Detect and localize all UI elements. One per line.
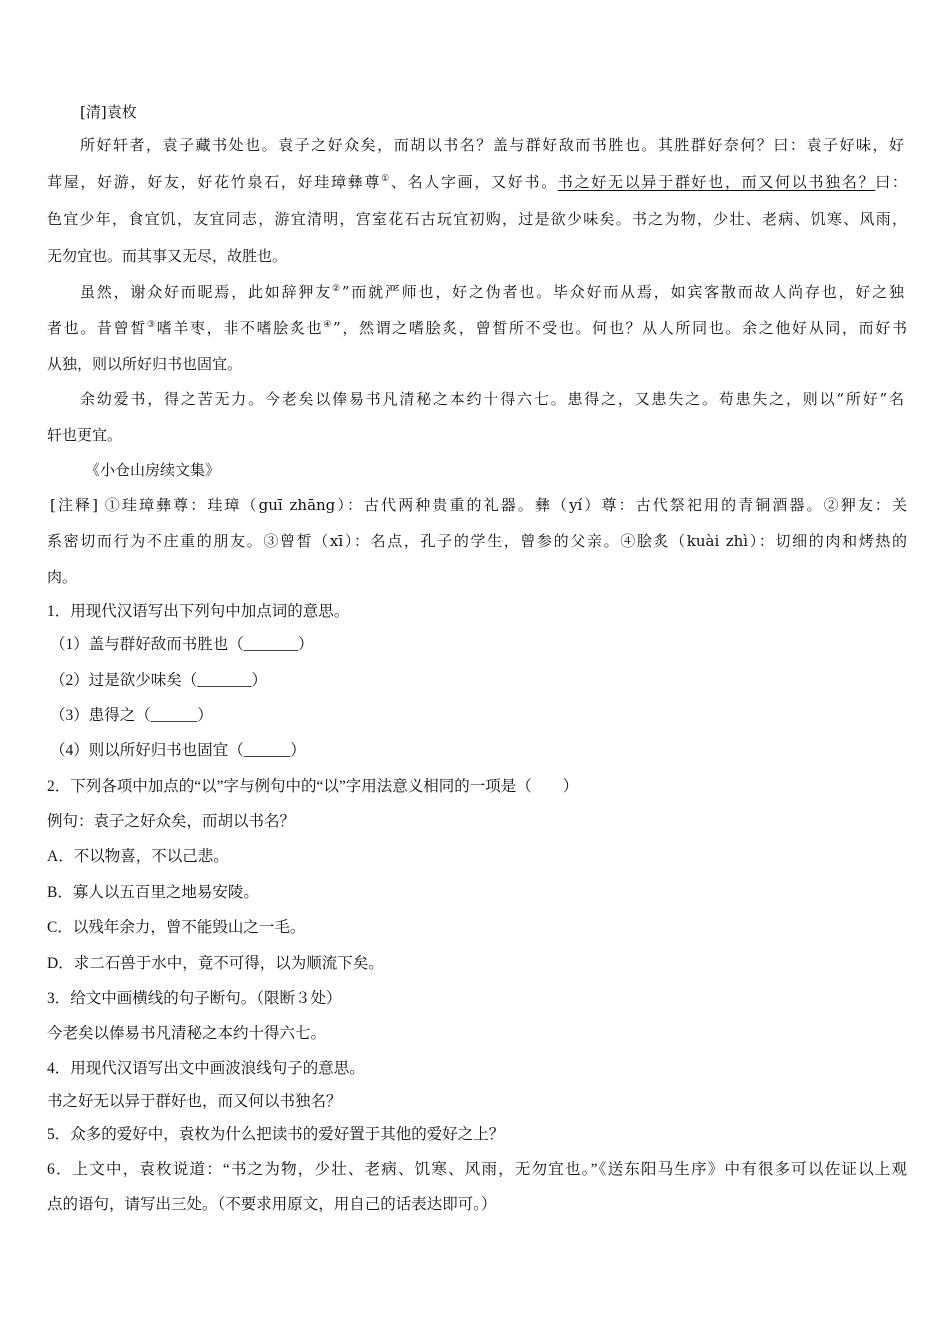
source-title: 《小仓山房续文集》 bbox=[85, 461, 221, 479]
author-line: [清]袁枚 bbox=[80, 103, 137, 121]
p2-line-3: 从独，则以所好归书也固宜。 bbox=[47, 355, 243, 373]
q1-item-2: （2）过是欲少味矣（_______） bbox=[50, 672, 268, 689]
q1-item-1: （1）盖与群好敌而书胜也（_______） bbox=[50, 636, 314, 653]
q1-item-3: （3）患得之（______） bbox=[50, 707, 213, 724]
underlined-sentence: 书之好无以异于群好也，而又何以书独名？ bbox=[557, 173, 876, 191]
p1-line-2: 茸屋，好游，好友，好花竹泉石，好珪璋彝尊①、名人字画，又好书。书之好无以异于群好也，而又何以书独名？曰： bbox=[47, 173, 907, 191]
notes-line-3: 肉。 bbox=[47, 568, 78, 586]
q1-stem: 1．用现代汉语写出下列句中加点词的意思。 bbox=[47, 603, 350, 620]
q2-option-b: B．寡人以五百里之地易安陵。 bbox=[47, 884, 259, 901]
q2-option-d: D．求二石兽于水中，竟不可得，以为顺流下矣。 bbox=[47, 955, 384, 972]
q4-sentence: 书之好无以异于群好也，而又何以书独名？ bbox=[47, 1093, 342, 1110]
p1-line-1: 所好轩者，袁子藏书处也。袁子之好众矣，而胡以书名？盖与群好敌而书胜也。其胜群好奈何？曰：袁子好味，好 bbox=[80, 136, 904, 154]
p1-line-4: 无勿宜也。而其事又无尽，故胜也。 bbox=[47, 247, 288, 265]
q2-stem: 2．下列各项中加点的“以”字与例句中的“以”字用法意义相同的一项是（ ） bbox=[47, 778, 579, 795]
q2-option-c: C．以残年余力，曾不能毁山之一毛。 bbox=[47, 919, 306, 936]
q6-line-2: 点的语句，请写出三处。（不要求用原文，用自己的话表达即可。） bbox=[47, 1196, 497, 1213]
p2-line-2: 者也。昔曾皙③嗜羊枣，非不嗜脍炙也④”，然谓之嗜脍炙，曾皙所不受也。何也？从人所同也。余之他好从同，而好书 bbox=[47, 319, 907, 337]
p3-line-1: 余幼爱书，得之苦无力。今老矣以俸易书凡清秘之本约十得六七。患得之，又患失之。苟患失之，则以“所好”名 bbox=[80, 390, 904, 408]
p2-line-1: 虽然，谢众好而昵焉，此如辞狎友②”而就严师也，好之伪者也。毕众好而从焉，如宾客散而故人尚存也，好之独 bbox=[80, 283, 904, 301]
q3-stem: 3．给文中画横线的句子断句。（限断３处） bbox=[47, 990, 342, 1007]
q2-example: 例句：袁子之好众矣，而胡以书名？ bbox=[47, 813, 296, 830]
q5-stem: 5．众多的爱好中，袁枚为什么把读书的爱好置于其他的爱好之上？ bbox=[47, 1126, 505, 1143]
q6-line-1: 6．上文中，袁枚说道：“书之为物，少壮、老病、饥寒、风雨，无勿宜也。”《送东阳马生序》中有很多可以佐证以上观 bbox=[47, 1161, 907, 1178]
q3-sentence: 今老矣以俸易书凡清秘之本约十得六七。 bbox=[47, 1025, 327, 1042]
p3-line-2: 轩也更宜。 bbox=[47, 426, 123, 444]
q2-option-a: A．不以物喜，不以己悲。 bbox=[47, 848, 229, 865]
notes-line-2: 系密切而行为不庄重的朋友。③曾皙（xī）：名点，孔子的学生，曾参的父亲。④脍炙（kuài zhì）：切细的肉和烤热的 bbox=[47, 532, 907, 550]
q4-stem: 4．用现代汉语写出文中画波浪线句子的意思。 bbox=[47, 1060, 365, 1077]
p1-line-3: 色宜少年，食宜饥，友宜同志，游宜清明，宫室花石古玩宜初购，过是欲少味矣。书之为物，少壮、老病、饥寒、风雨， bbox=[47, 210, 907, 228]
q1-item-4: （4）则以所好归书也固宜（______） bbox=[50, 742, 306, 759]
notes-line-1: [注释] ①珪璋彝尊：珪璋（guī zhāng）：古代两种贵重的礼器。彝（yí）尊：古代祭祀用的青铜酒器。②狎友：关 bbox=[50, 496, 907, 514]
